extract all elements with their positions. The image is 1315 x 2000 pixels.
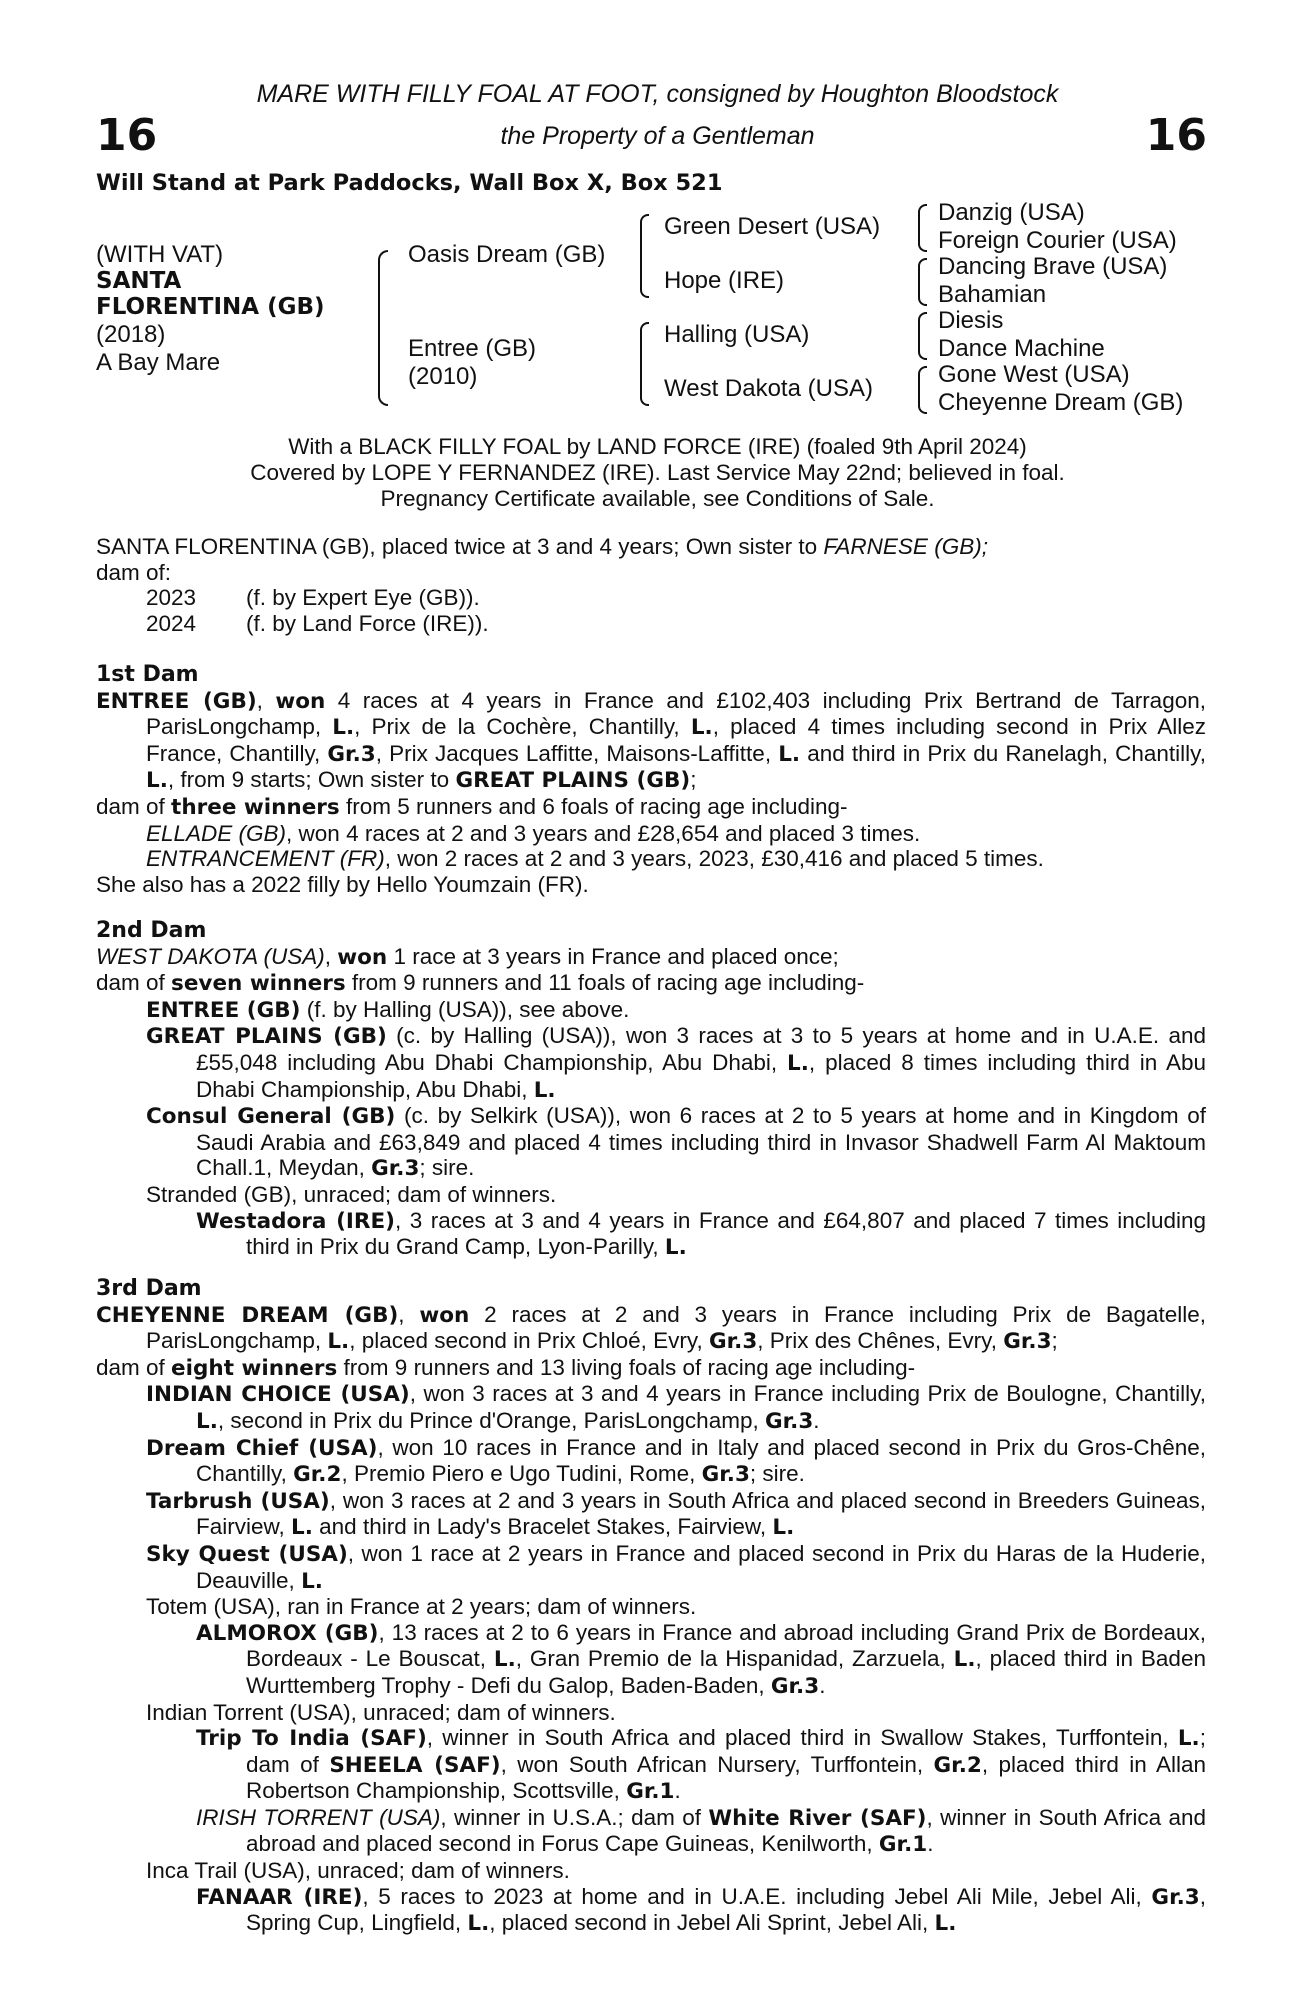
dam-dam-sire: Gone West (USA): [938, 361, 1130, 388]
first-dam-heading: 1st Dam: [96, 662, 199, 687]
foal-line: With a BLACK FILLY FOAL by LAND FORCE (IRE) (foaled 9th April 2024): [288, 434, 1027, 459]
tarbrush-record: Tarbrush (USA), won 3 races at 2 and 3 years in South Africa and placed second in Breeders Guineas, Fairview, L. and third in Lady's Bracelet Stakes, Fairview, L.: [146, 1487, 1206, 1541]
fanaar-record: FANAAR (IRE), 5 races to 2023 at home and in U.A.E. including Jebel Ali Mile, Jebel Ali, Gr.3, Spring Cup, Lingfield, L., placed second in Jebel Ali Sprint, Jebel Ali, L.: [196, 1883, 1206, 1937]
second-dam-heading: 2nd Dam: [96, 918, 207, 943]
horse-name-line2: FLORENTINA (GB): [96, 294, 325, 320]
intro-section: [96, 534, 1206, 636]
first-dam-record: ENTREE (GB), won 4 races at 4 years in France and £102,403 including Prix Bertrand de Tarragon, ParisLongchamp, L., Prix de la Cochère, Chantilly, L., placed 4 times including second in Prix Allez France, Chantilly, Gr.3, Prix Jacques Laffitte, Maisons-Laffitte, L. and third in Prix du Ranelagh, Chantilly, L., from 9 starts; Own sister to GREAT PLAINS (GB);: [96, 687, 1206, 794]
third-dam-record: CHEYENNE DREAM (GB), won 2 races at 2 and 3 years in France including Prix de Bagatelle, ParisLongchamp, L., placed second in Prix Chloé, Evry, Gr.3, Prix des Chênes, Evry, Gr.3;: [96, 1301, 1206, 1355]
brace-dam: [640, 322, 649, 406]
horse-name-line1: SANTA: [96, 268, 182, 294]
first-dam-section: [96, 644, 1206, 897]
horse-description: A Bay Mare: [96, 349, 221, 376]
almorox-record: ALMOROX (GB), 13 races at 2 to 6 years in France and abroad including Grand Prix de Bordeaux, Bordeaux - Le Bouscat, L., Gran Premio de la Hispanidad, Zarzuela, L., placed third in Baden Wurttemberg Trophy - Defi du Galop, Baden-Baden, Gr.3.: [196, 1619, 1206, 1699]
brace-sire: [640, 214, 649, 298]
produce-2023: 2023 (f. by Expert Eye (GB)).: [146, 585, 480, 611]
stranded-record: Stranded (GB), unraced; dam of winners.: [146, 1181, 557, 1207]
pregnancy-line: Pregnancy Certificate available, see Conditions of Sale.: [380, 486, 935, 511]
dam-sire: Halling (USA): [664, 321, 810, 348]
indian-torrent-record: Indian Torrent (USA), unraced; dam of winners.: [146, 1699, 616, 1725]
foal-info: [0, 434, 1315, 512]
vat-label: (WITH VAT): [96, 241, 224, 268]
lot-number-right: 16: [1145, 110, 1207, 161]
sire-sire-dam: Foreign Courier (USA): [938, 227, 1177, 254]
lot-number-left: 16: [96, 110, 158, 161]
consignment-line: MARE WITH FILLY FOAL AT FOOT, consigned by Houghton Bloodstock: [256, 80, 1059, 108]
intro-dam-of: dam of:: [96, 559, 172, 585]
consul-general-record: Consul General (GB) (c. by Selkirk (USA)), won 6 races at 2 to 5 years at home and in Kingdom of Saudi Arabia and £63,849 and placed 4 times including third in Invasor Shadwell Farm Al Maktoum Chall.1, Meydan, Gr.3; sire.: [146, 1103, 1206, 1182]
sire-dam-sire: Dancing Brave (USA): [938, 253, 1168, 280]
third-dam-section: [96, 1258, 1206, 1937]
sire-dam-dam: Bahamian: [938, 281, 1047, 308]
inca-trail-record: Inca Trail (USA), unraced; dam of winners.: [146, 1858, 570, 1884]
entree-ref: ENTREE (GB) (f. by Halling (USA)), see above.: [146, 996, 630, 1023]
trip-to-india-record: Trip To India (SAF), winner in South Africa and placed third in Swallow Stakes, Turffontein, L.; dam of SHEELA (SAF), won South African Nursery, Turffontein, Gr.2, placed third in Allan Robertson Championship, Scottsville, Gr.1.: [196, 1725, 1206, 1805]
sire-sire: Green Desert (USA): [664, 213, 881, 240]
second-dam-produce: dam of seven winners from 9 runners and 11 foals of racing age including-: [96, 970, 865, 997]
sky-quest-record: Sky Quest (USA), won 1 race at 2 years in France and placed second in Prix du Haras de la Huderie, Deauville, L.: [146, 1540, 1206, 1594]
intro-text: SANTA FLORENTINA (GB), placed twice at 3 and 4 years; Own sister to FARNESE (GB);: [96, 534, 988, 559]
covered-line: Covered by LOPE Y FERNANDEZ (IRE). Last Service May 22nd; believed in foal.: [250, 460, 1065, 485]
stand-location: Will Stand at Park Paddocks, Wall Box X, Box 521: [96, 170, 723, 196]
dam-year: (2010): [408, 363, 478, 390]
great-plains-record: GREAT PLAINS (GB) (c. by Halling (USA)), won 3 races at 3 to 5 years at home and in U.A.E. and £55,048 including Abu Dhabi Championship, Abu Dhabi, L., placed 8 times including third in Abu Dhabi Championship, Abu Dhabi, L.: [146, 1023, 1206, 1103]
irish-torrent-record: IRISH TORRENT (USA), winner in U.S.A.; dam of White River (SAF), winner in South Africa and abroad and placed second in Forus Cape Guineas, Kenilworth, Gr.1.: [196, 1804, 1206, 1858]
dam-sire-sire: Diesis: [938, 307, 1004, 334]
sire-sire-sire: Danzig (USA): [938, 199, 1085, 226]
sire: Oasis Dream (GB): [408, 241, 606, 268]
sire-dam: Hope (IRE): [664, 267, 785, 294]
third-dam-produce: dam of eight winners from 9 runners and 13 living foals of racing age including-: [96, 1354, 916, 1381]
third-dam-heading: 3rd Dam: [96, 1276, 202, 1301]
produce-2024: 2024 (f. by Land Force (IRE)).: [146, 610, 489, 636]
brace-sd: [918, 258, 927, 306]
brace-horse: [378, 250, 388, 406]
second-dam-section: [96, 900, 1206, 1261]
dam: Entree (GB): [408, 335, 537, 362]
brace-ss: [918, 204, 927, 252]
westadora-record: Westadora (IRE), 3 races at 3 and 4 years in France and £64,807 and placed 7 times including third in Prix du Grand Camp, Lyon-Parilly, L.: [196, 1207, 1207, 1261]
property-line: the Property of a Gentleman: [500, 122, 815, 150]
first-dam-also: She also has a 2022 filly by Hello Youmzain (FR).: [96, 871, 589, 897]
brace-dd: [918, 366, 927, 414]
dam-dam-dam: Cheyenne Dream (GB): [938, 389, 1184, 416]
dam-sire-dam: Dance Machine: [938, 335, 1105, 362]
dam-dam: West Dakota (USA): [664, 375, 873, 402]
dream-chief-record: Dream Chief (USA), won 10 races in France and in Italy and placed second in Prix du Gros-Chêne, Chantilly, Gr.2, Premio Piero e Ugo Tudini, Rome, Gr.3; sire.: [146, 1434, 1206, 1488]
entrancement-record: ENTRANCEMENT (FR), won 2 races at 2 and 3 years, 2023, £30,416 and placed 5 times.: [146, 846, 1044, 872]
ellade-record: ELLADE (GB), won 4 races at 2 and 3 years and £28,654 and placed 3 times.: [146, 820, 921, 846]
second-dam-record: WEST DAKOTA (USA), won 1 race at 3 years in France and placed once;: [96, 943, 839, 970]
totem-record: Totem (USA), ran in France at 2 years; dam of winners.: [146, 1594, 697, 1620]
brace-ds: [918, 312, 927, 360]
indian-choice-record: INDIAN CHOICE (USA), won 3 races at 3 and 4 years in France including Prix de Boulogne, Chantilly, L., second in Prix du Prince d'Orange, ParisLongchamp, Gr.3.: [146, 1381, 1206, 1434]
horse-year: (2018): [96, 321, 166, 348]
first-dam-produce: dam of three winners from 5 runners and 6 foals of racing age including-: [96, 793, 848, 820]
